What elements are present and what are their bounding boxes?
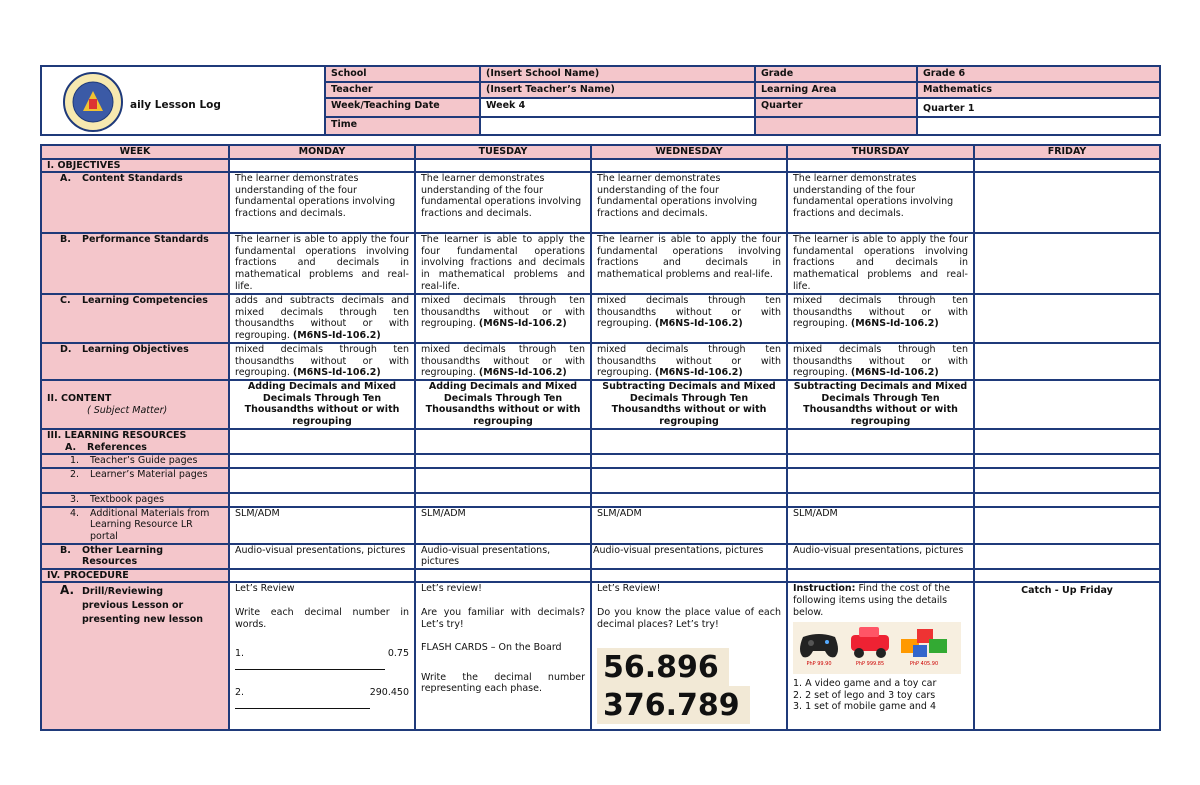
competency-wed-text: mixed decimals through ten thousandths without or with regrouping.: [597, 295, 781, 330]
content-standards-thu: The learner demonstrates understanding of the four fundamental operations involving fractions and decimals.: [787, 172, 974, 233]
grade-value: Grade 6: [917, 66, 1160, 82]
av-thu: Audio-visual presentations, pictures: [787, 544, 974, 569]
mon-instruction: Write each decimal number in words.: [235, 606, 409, 630]
col-monday: MONDAY: [229, 145, 415, 159]
content-standards-tue: The learner demonstrates understanding of the four fundamental operations involving fractions and decimals.: [415, 172, 591, 233]
wed-question: Do you know the place value of each decimal places? Let’s try!: [597, 606, 781, 630]
learning-area-label: Learning Area: [755, 82, 917, 98]
objective-thu-text: mixed decimals through ten thousandths without or with regrouping.: [793, 344, 968, 379]
performance-standards-row: [41, 233, 1160, 294]
price-3: PhP 405.90: [909, 660, 939, 667]
deped-seal-icon: [50, 71, 136, 133]
toy-car-icon: [847, 623, 893, 659]
grade-label: Grade: [755, 66, 917, 82]
resource-item-1: [41, 454, 1160, 468]
av-mon: Audio-visual presentations, pictures: [229, 544, 415, 569]
teacher-label: Teacher: [325, 82, 480, 98]
av-tue: Audio-visual presentations, pictures: [415, 544, 591, 569]
mon-item-1-num: 1.: [235, 648, 245, 660]
quarter-label: Quarter: [755, 98, 917, 117]
tue-question: Are you familiar with decimals? Let’s try!: [421, 606, 585, 630]
tue-instruction: Write the decimal number representing each phase.: [421, 671, 585, 695]
objective-wed-code: (M6NS-Id-106.2): [654, 367, 743, 379]
performance-standards-tue: The learner is able to apply the four fundamental operations involving fractions and decimals in mathematical problems and real-life.: [415, 233, 591, 294]
mon-item-2: [235, 687, 409, 699]
content-standards-label: Content Standards: [82, 173, 183, 185]
friday-catch-up: Catch - Up Friday: [974, 582, 1160, 730]
content-standards-row: [41, 172, 1160, 233]
objective-thu-code: (M6NS-Id-106.2): [850, 367, 939, 379]
thu-item-1: 1. A video game and a toy car: [793, 678, 937, 690]
weekday-header-row: [41, 145, 1160, 159]
other-resources-row: [41, 544, 1160, 569]
competency-tue-code: (M6NS-Id-106.2): [478, 318, 567, 330]
resources-heading: III. LEARNING RESOURCES: [47, 430, 187, 442]
col-tuesday: TUESDAY: [415, 145, 591, 159]
resource-label-4: Additional Materials from Learning Resource LR portal: [90, 507, 210, 542]
performance-standards-thu: The learner is able to apply the four fundamental operations involving fractions and decimals in mathematical problems and real-life.: [787, 233, 974, 294]
performance-standards-mon: The learner is able to apply the four fundamental operations involving fractions and decimals in mathematical problems and real-life.: [229, 233, 415, 294]
tue-flash-cards: FLASH CARDS – On the Board: [421, 642, 562, 654]
price-1: PhP 99.90: [806, 660, 832, 667]
objectives-heading: I. OBJECTIVES: [41, 159, 229, 173]
learning-competencies-letter: C.: [60, 295, 71, 307]
objective-mon-text: mixed decimals through ten thousandths without or with regrouping.: [235, 344, 409, 379]
header-table: [40, 65, 1161, 136]
col-friday: FRIDAY: [974, 145, 1160, 159]
mon-answer-line-1: [235, 660, 385, 670]
tue-review: Let’s review!: [421, 583, 482, 595]
resource-label-3: Textbook pages: [90, 493, 165, 505]
thu-instruction-label: Instruction:: [793, 583, 856, 595]
content-subheading: ( Subject Matter): [87, 404, 168, 416]
resource-label-2: Learner’s Material pages: [90, 468, 208, 480]
references-label: References: [87, 441, 147, 453]
resource-item-4: [41, 507, 1160, 544]
content-mon: Adding Decimals and Mixed Decimals Through Ten Thousandths without or with regrouping: [229, 380, 415, 429]
col-thursday: THURSDAY: [787, 145, 974, 159]
wed-number-1: 56.896: [597, 648, 729, 686]
lego-blocks-icon: [899, 621, 949, 659]
learning-objectives-label: Learning Objectives: [82, 344, 189, 356]
wed-number-2: 376.789: [597, 686, 750, 724]
content-heading: II. CONTENT: [47, 393, 112, 405]
mon-item-1: [235, 648, 409, 660]
objective-tue-code: (M6NS-Id-106.2): [478, 367, 567, 379]
slm-tue: SLM/ADM: [415, 507, 591, 544]
slm-thu: SLM/ADM: [787, 507, 974, 544]
week-date-label: Week/Teaching Date: [325, 98, 480, 117]
competency-wed-code: (M6NS-Id-106.2): [654, 318, 743, 330]
thu-item-3: 3. 1 set of mobile game and 4: [793, 701, 937, 713]
dll-title: aily Lesson Log: [130, 99, 221, 111]
learning-objectives-row: [41, 343, 1160, 380]
objective-wed-text: mixed decimals through ten thousandths without or with regrouping.: [597, 344, 781, 379]
procedure-heading: IV. PROCEDURE: [41, 569, 229, 583]
competency-mon-code: (M6NS-Id-106.2): [292, 329, 381, 341]
competency-thu-code: (M6NS-Id-106.2): [850, 318, 939, 330]
mon-item-1-value: 0.75: [387, 648, 409, 660]
resource-num-4: 4.: [70, 507, 80, 519]
time-extra-label: [755, 117, 917, 135]
performance-standards-label: Performance Standards: [82, 234, 209, 246]
resource-item-3: [41, 493, 1160, 507]
content-standards-mon: The learner demonstrates understanding of the four fundamental operations involving fractions and decimals.: [229, 172, 415, 233]
school-label: School: [325, 66, 480, 82]
toys-image: [793, 622, 961, 674]
video-game-controller-icon: [797, 631, 841, 659]
performance-standards-letter: B.: [60, 234, 71, 246]
references-letter: A.: [65, 441, 77, 453]
price-2: PhP 999.85: [855, 660, 885, 667]
content-wed: Subtracting Decimals and Mixed Decimals Through Ten Thousandths without or with regrouping: [591, 380, 787, 429]
school-value: (Insert School Name): [480, 66, 755, 82]
content-tue: Adding Decimals and Mixed Decimals Through Ten Thousandths without or with regrouping: [415, 380, 591, 429]
time-label: Time: [325, 117, 480, 135]
time-value: [480, 117, 755, 135]
quarter-value: Quarter 1: [917, 98, 1160, 117]
competency-tue-text: mixed decimals through ten thousandths without or with regrouping.: [421, 295, 585, 330]
wed-review: Let’s Review!: [597, 583, 661, 595]
slm-wed: SLM/ADM: [591, 507, 787, 544]
drill-label: Drill/Reviewing previous Lesson or presenting new lesson: [82, 586, 204, 626]
objective-mon-code: (M6NS-Id-106.2): [292, 367, 381, 379]
learning-competencies-label: Learning Competencies: [82, 295, 208, 307]
content-standards-letter: A.: [60, 173, 72, 185]
drill-row: [41, 582, 1160, 730]
resource-item-2: [41, 468, 1160, 493]
thu-instruction-text: Find the cost of the following items using the details below.: [793, 583, 951, 618]
lesson-grid: [40, 144, 1161, 731]
resource-num-3: 3.: [70, 493, 80, 505]
objective-tue-text: mixed decimals through ten thousandths without or with regrouping.: [421, 344, 585, 379]
content-standards-wed: The learner demonstrates understanding of the four fundamental operations involving fractions and decimals.: [591, 172, 787, 233]
thu-item-2: 2. 2 set of lego and 3 toy cars: [793, 689, 936, 701]
logo-cell: [41, 66, 325, 135]
learning-competencies-row: [41, 294, 1160, 343]
mon-review: Let’s Review: [235, 583, 295, 595]
av-wed: Audio-visual presentations, pictures: [591, 544, 787, 569]
content-row: [41, 380, 1160, 429]
mon-item-2-value: 290.450: [369, 687, 409, 699]
resource-num-2: 2.: [70, 468, 80, 480]
other-resources-letter: B.: [60, 544, 71, 556]
time-extra-value: [917, 117, 1160, 135]
content-thu: Subtracting Decimals and Mixed Decimals Through Ten Thousandths without or with regrouping: [787, 380, 974, 429]
mon-answer-line-2: [235, 699, 370, 709]
resource-label-1: Teacher’s Guide pages: [90, 455, 198, 467]
col-wednesday: WEDNESDAY: [591, 145, 787, 159]
performance-standards-wed: The learner is able to apply the four fundamental operations involving fractions and decimals in mathematical problems and real-life.: [591, 233, 787, 294]
col-week: WEEK: [41, 145, 229, 159]
resource-num-1: 1.: [70, 455, 80, 467]
learning-objectives-letter: D.: [60, 344, 72, 356]
resources-row: [41, 429, 1160, 454]
other-resources-label: Other Learning Resources: [82, 544, 163, 568]
competency-mon-text: adds and subtracts decimals and mixed decimals through ten thousandths without or with regrouping.: [235, 295, 409, 341]
teacher-value: (Insert Teacher’s Name): [480, 82, 755, 98]
thu-instruction: [793, 583, 968, 618]
competency-thu-text: mixed decimals through ten thousandths without or with regrouping.: [793, 295, 968, 330]
slm-mon: SLM/ADM: [229, 507, 415, 544]
mon-item-2-num: 2.: [235, 687, 245, 699]
learning-area-value: Mathematics: [917, 82, 1160, 98]
week-date-value: Week 4: [480, 98, 755, 117]
drill-letter: A.: [60, 583, 75, 598]
